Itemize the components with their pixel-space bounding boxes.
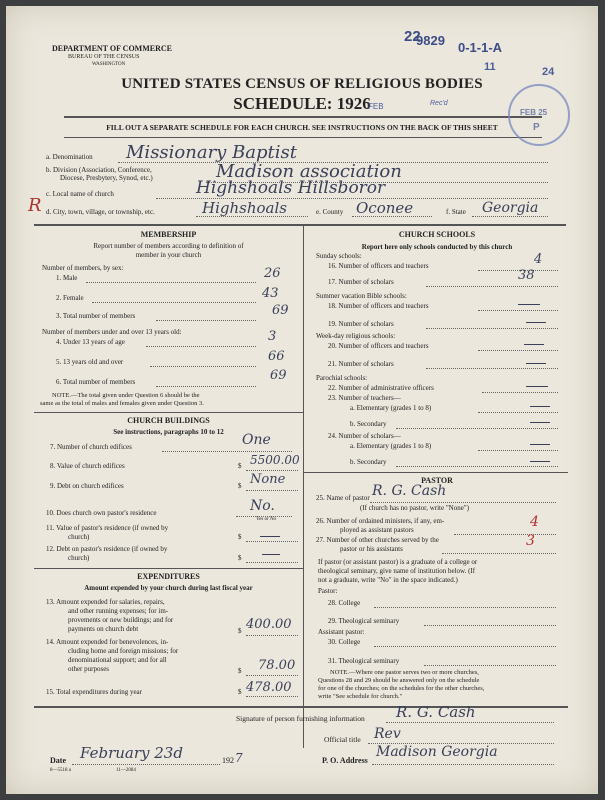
form-number: 8—5518 a [50, 768, 71, 773]
q18-dash [518, 304, 540, 305]
q6-label: 6. Total number of members [56, 378, 136, 386]
q26-line [454, 534, 556, 535]
q13-label-2: and other running expenses; for im- [68, 607, 169, 615]
schedule-title: SCHEDULE: 1926 [233, 94, 371, 113]
q12-dash [262, 554, 280, 555]
membership-footnote-1: NOTE.—The total given under Question 6 should be the [52, 392, 200, 399]
q4-line [146, 346, 256, 347]
signature-line [386, 722, 554, 723]
county-label: e. County [316, 208, 344, 216]
q25-line [370, 502, 556, 503]
q6-value: 69 [270, 368, 287, 383]
column-divider [303, 224, 304, 748]
q20-label: 20. Number of officers and teachers [328, 342, 429, 350]
round-stamp-date: FEB 25 [520, 108, 548, 117]
signature-value: R. G. Cash [396, 703, 476, 721]
q21-label: 21. Number of scholars [328, 360, 394, 368]
q12-label-2: church) [68, 554, 90, 562]
q8-value: 5500.00 [250, 453, 300, 467]
q15-line [246, 696, 298, 697]
form-title: UNITED STATES CENSUS OF RELIGIOUS BODIES [121, 76, 483, 92]
date-value: February 23d [80, 744, 183, 762]
stamp-11: 11 [484, 61, 496, 73]
q26-label-1: 26. Number of ordained ministers, if any, em- [316, 517, 445, 525]
graduate-note-2: theological seminary, give name of institution below. (If [318, 567, 476, 575]
schools-rule [303, 472, 568, 473]
year-digit: 7 [235, 751, 243, 765]
q15-label: 15. Total expenditures during year [46, 688, 142, 696]
q15-dollar: $ [238, 688, 242, 696]
date-line [72, 764, 220, 765]
q20-line [478, 350, 558, 351]
denomination-label: a. Denomination [46, 153, 93, 161]
q25-note: (If church has no pastor, write "None") [360, 504, 470, 512]
graduate-note-1: If pastor (or assistant pastor) is a graduate of a college or [318, 558, 478, 566]
denomination-value: Missionary Baptist [126, 142, 298, 163]
q13-value: 400.00 [246, 617, 292, 632]
q28-line [374, 607, 556, 608]
q11-dash [260, 536, 280, 537]
pastor-footnote-1: NOTE.—Where one pastor serves two or more churches, [330, 669, 479, 676]
q19-dash [526, 322, 546, 323]
q13-line [246, 635, 298, 636]
stamp-recd: Rec'd [430, 100, 448, 107]
q24b-line [396, 466, 558, 467]
q3-label: 3. Total number of members [56, 312, 136, 320]
q13-label-4: payments on church debt [68, 625, 139, 633]
q5-value: 66 [268, 349, 285, 364]
by-sex-label: Number of members, by sex: [42, 264, 124, 272]
date-label: Date [50, 756, 66, 765]
pastor-footnote-4: write "See schedule for church." [318, 693, 403, 700]
q24a-label: a. Elementary (grades 1 to 8) [350, 442, 432, 450]
print-number: 11—2084 [116, 768, 136, 773]
q8-dollar: $ [238, 462, 242, 470]
membership-rule [34, 412, 303, 413]
q2-value: 43 [262, 286, 279, 301]
expenditures-title: EXPENDITURES [137, 572, 200, 581]
q4-value: 3 [268, 329, 277, 344]
buildings-subtitle: See instructions, paragraphs 10 to 12 [113, 428, 224, 436]
membership-note-1: Report number of members according to definition of [93, 242, 244, 250]
q15-value: 478.00 [246, 680, 292, 695]
section-rule-top [34, 224, 566, 226]
stamp-number-22: 22 [404, 28, 421, 45]
q16-label: 16. Number of officers and teachers [328, 262, 429, 270]
q14-label-2: cluding home and foreign missions; for [68, 647, 179, 655]
margin-mark: R [28, 195, 42, 216]
q14-value: 78.00 [258, 658, 296, 673]
q19-line [426, 328, 558, 329]
city-label: WASHINGTON [92, 62, 126, 67]
po-address-label: P. O. Address [322, 756, 368, 765]
q22-dash [526, 386, 548, 387]
city-label: d. City, town, village, or township, etc. [46, 208, 155, 216]
q10-value: No. [250, 498, 275, 514]
buildings-rule [34, 568, 303, 569]
division-value: Madison association [216, 161, 402, 182]
age-label: Number of members under and over 13 years old: [42, 328, 182, 336]
q23a-dash [530, 406, 550, 407]
q11-line [246, 541, 298, 542]
q24a-dash [530, 444, 550, 445]
round-date-stamp [508, 84, 570, 146]
q13-label-3: provements or new buildings; and for [68, 616, 174, 624]
expenditures-subtitle: Amount expended by your church during last fiscal year [84, 584, 253, 592]
q1-label: 1. Male [56, 274, 78, 282]
parochial-label: Parochial schools: [316, 374, 368, 382]
q8-label: 8. Value of church edifices [50, 462, 125, 470]
signature-label: Signature of person furnishing information [236, 714, 365, 723]
header-rule [64, 116, 542, 118]
q21-line [426, 368, 558, 369]
q11-label-1: 11. Value of pastor's residence (if owned by [46, 524, 169, 532]
q10-label: 10. Does church own pastor's residence [46, 509, 157, 517]
pastor-title: PASTOR [421, 476, 453, 485]
sunday-label: Sunday schools: [316, 252, 362, 260]
q5-line [150, 366, 256, 367]
q13-label-1: 13. Amount expended for salaries, repairs, [46, 598, 165, 606]
division-label-2: Diocese, Presbytery, Synod, etc.) [60, 174, 153, 182]
q18-line [478, 310, 558, 311]
q9-value: None [250, 472, 286, 487]
q6-line [156, 386, 256, 387]
round-stamp-letter: P [533, 122, 540, 133]
q22-line [482, 392, 558, 393]
local-name-value: Highshoals Hillsboror [196, 178, 386, 198]
q9-line [246, 490, 298, 491]
q9-label: 9. Debt on church edifices [50, 482, 124, 490]
q30-label: 30. College [328, 638, 361, 646]
census-schedule-sheet [6, 6, 598, 794]
q11-dollar: $ [238, 533, 242, 541]
q14-label-3: denominational support; and for all [68, 656, 167, 664]
q31-label: 31. Theological seminary [328, 657, 400, 665]
q9-dollar: $ [238, 482, 242, 490]
q11-label-2: church) [68, 533, 90, 541]
po-address-line [372, 764, 554, 765]
pastor-footnote-3: for one of the churches; on the schedules for the other churches, [318, 685, 485, 692]
q22-label: 22. Number of administrative officers [328, 384, 434, 392]
q20-dash [524, 344, 544, 345]
schools-title: CHURCH SCHOOLS [398, 230, 476, 239]
q27-line [442, 553, 556, 554]
membership-title: MEMBERSHIP [140, 230, 197, 239]
q23b-dash [530, 422, 550, 423]
q27-label-1: 27. Number of other churches served by the [316, 536, 439, 544]
q8-line [246, 470, 298, 471]
q24b-dash [530, 461, 550, 462]
schools-subtitle: Report here only schools conducted by this church [361, 243, 513, 251]
stamp-feb: FEB [368, 102, 384, 111]
stamp-code: 0-1-1-A [458, 40, 503, 55]
q17-label: 17. Number of scholars [328, 278, 394, 286]
q14-line [246, 675, 298, 676]
membership-note-2: member in your church [135, 251, 202, 259]
q30-line [374, 646, 556, 647]
q27-value: 3 [526, 533, 535, 549]
q31-line [424, 665, 556, 666]
q23-label: 23. Number of teachers— [328, 394, 401, 402]
state-line [472, 216, 548, 217]
q17-value: 38 [518, 268, 535, 283]
pastor-subheading: Pastor: [318, 587, 338, 595]
instruction-rule [64, 137, 542, 138]
q29-label: 29. Theological seminary [328, 617, 400, 625]
q28-label: 28. College [328, 599, 361, 607]
q21-dash [526, 363, 546, 364]
state-value: Georgia [482, 200, 539, 216]
q5-label: 5. 13 years old and over [56, 358, 124, 366]
q12-label-1: 12. Debt on pastor's residence (if owned by [46, 545, 168, 553]
yes-no-hint: Yes or No [256, 517, 277, 522]
q3-value: 69 [272, 303, 289, 318]
q18-label: 18. Number of officers and teachers [328, 302, 429, 310]
division-label-1: b. Division (Association, Conference, [46, 166, 152, 174]
instruction-line: FILL OUT A SEPARATE SCHEDULE FOR EACH CHURCH. SEE INSTRUCTIONS ON THE BACK OF THIS SHEET [106, 123, 498, 132]
q13-dollar: $ [238, 627, 242, 635]
q25-label: 25. Name of pastor [316, 494, 370, 502]
q3-line [156, 320, 256, 321]
q27-label-2: pastor or his assistants [340, 545, 403, 553]
summer-label: Summer vacation Bible schools: [316, 292, 407, 300]
q2-line [92, 302, 256, 303]
buildings-title: CHURCH BUILDINGS [127, 416, 210, 425]
q1-line [86, 282, 256, 283]
q23a-label: a. Elementary (grades 1 to 8) [350, 404, 432, 412]
q23a-line [478, 412, 558, 413]
q14-label-1: 14. Amount expended for benevolences, in- [46, 638, 169, 646]
po-address-value: Madison Georgia [376, 744, 498, 760]
q24a-line [478, 450, 558, 451]
local-name-label: c. Local name of church [46, 190, 114, 198]
q4-label: 4. Under 13 years of age [56, 338, 125, 346]
q7-label: 7. Number of church edifices [50, 443, 132, 451]
q26-value: 4 [530, 514, 539, 530]
official-title-value: Rev [374, 726, 401, 742]
q29-line [424, 625, 556, 626]
q24b-label: b. Secondary [350, 458, 387, 466]
q25-value: R. G. Cash [372, 483, 447, 499]
stamp-24: 24 [542, 66, 555, 78]
section-rule-bottom [34, 706, 568, 708]
q17-line [426, 286, 558, 287]
q1-value: 26 [264, 266, 281, 281]
q16-value: 4 [534, 252, 543, 267]
q14-dollar: $ [238, 667, 242, 675]
county-value: Oconee [356, 199, 414, 217]
q12-dollar: $ [238, 554, 242, 562]
weekday-label: Week-day religious schools: [316, 332, 396, 340]
q2-label: 2. Female [56, 294, 84, 302]
stamp-number: 9829 [416, 33, 445, 48]
q7-value: One [242, 432, 271, 448]
department-label: DEPARTMENT OF COMMERCE [52, 44, 173, 53]
q19-label: 19. Number of scholars [328, 320, 394, 328]
q12-line [246, 562, 298, 563]
bureau-label: BUREAU OF THE CENSUS [68, 54, 140, 60]
pastor-footnote-2: Questions 28 and 29 should be answered only on the schedule [318, 677, 480, 684]
graduate-note-3: not a graduate, write "No" in the space indicated.) [318, 576, 458, 584]
q23b-label: b. Secondary [350, 420, 387, 428]
city-value: Highshoals [202, 199, 287, 217]
official-title-label: Official title [324, 735, 361, 744]
state-label: f. State [446, 208, 466, 216]
q26-label-2: ployed as assistant pastors [340, 526, 414, 534]
q7-line [162, 451, 292, 452]
q24-label: 24. Number of scholars— [328, 432, 401, 440]
q14-label-4: other purposes [68, 665, 110, 673]
membership-footnote-2: same as the total of males and females given under Question 3. [40, 400, 204, 407]
q23b-line [396, 428, 558, 429]
year-prefix: 192 [222, 756, 234, 765]
assistant-subheading: Assistant pastor: [318, 628, 365, 636]
